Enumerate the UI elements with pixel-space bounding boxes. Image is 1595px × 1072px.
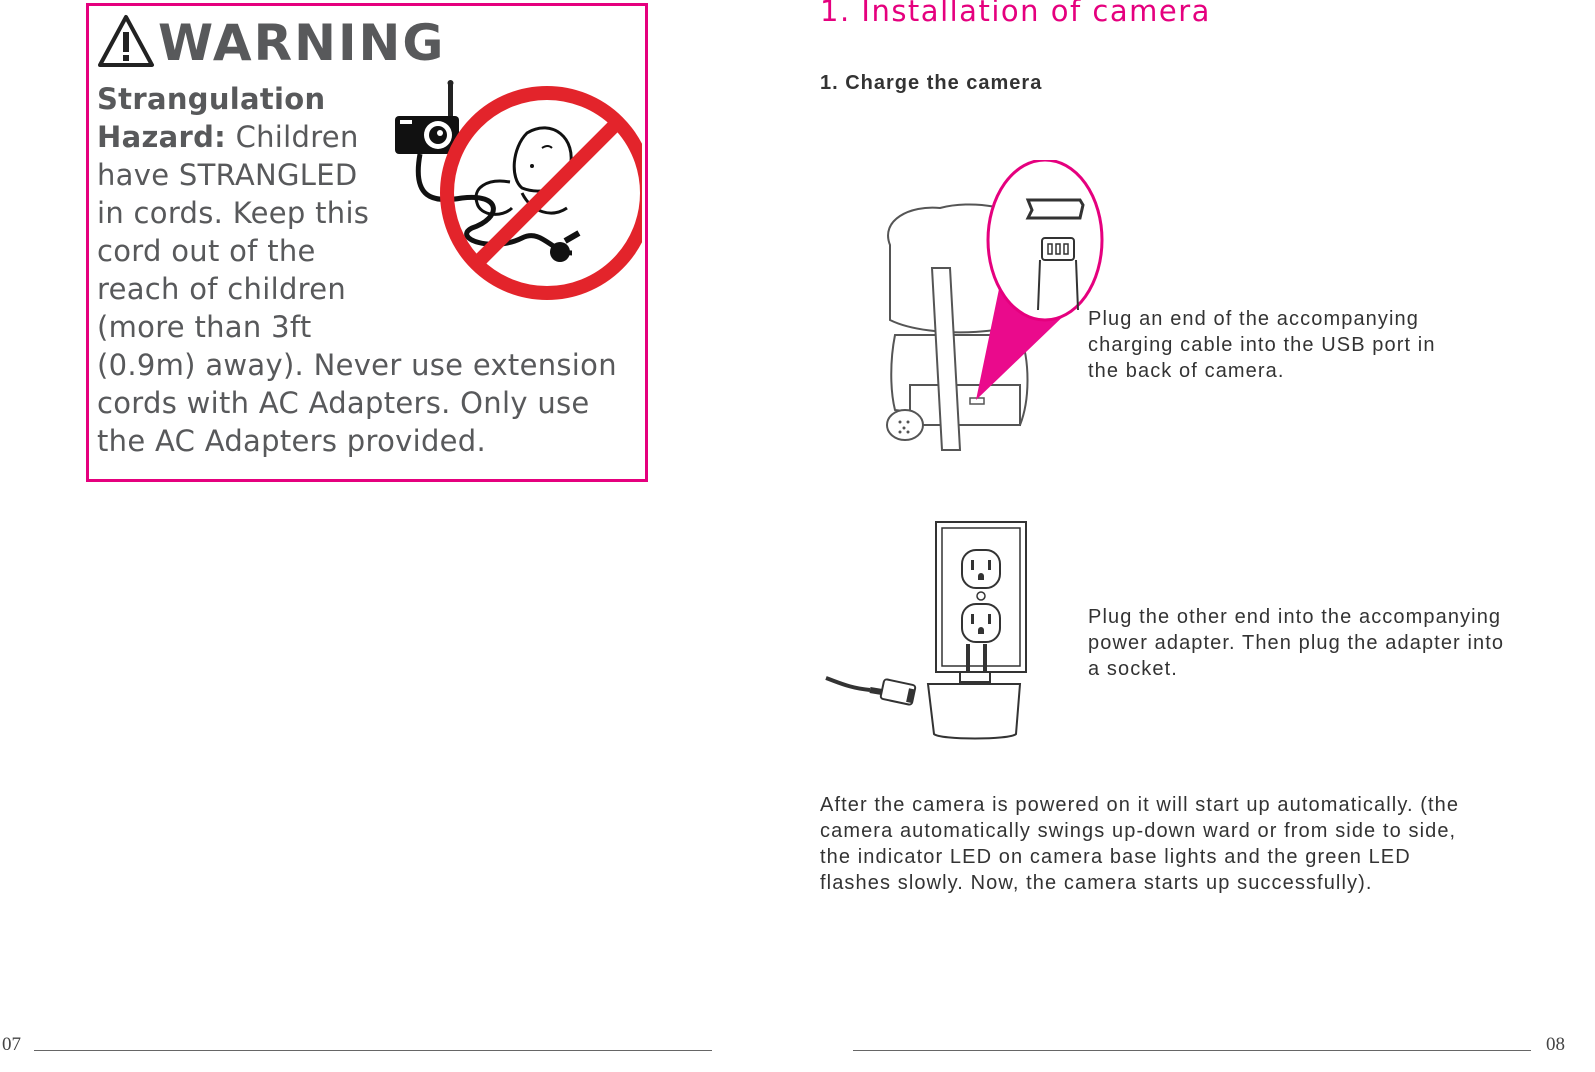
warning-line: cords with AC Adapters. Only use — [97, 386, 590, 420]
warning-line: Hazard: Children — [97, 120, 359, 154]
step1-line: the back of camera. — [1088, 360, 1285, 382]
warning-triangle-icon — [97, 14, 155, 68]
step2-line: Plug the other end into the accompanying — [1088, 606, 1502, 628]
warning-line: cord out of the — [97, 234, 316, 268]
after-line: flashes slowly. Now, the camera starts up successfully). — [820, 872, 1373, 894]
section-title: 1. Installation of camera — [820, 0, 1211, 28]
step-title: 1. Charge the camera — [820, 72, 1043, 94]
camera-usb-illustration — [870, 160, 1120, 460]
page-number-right: 08 — [1546, 1034, 1565, 1055]
warning-line: (0.9m) away). Never use extension — [97, 348, 617, 382]
warning-line: (more than 3ft — [97, 310, 312, 344]
outlet-adapter-illustration — [820, 518, 1040, 746]
step2-line: a socket. — [1088, 658, 1178, 680]
after-line: camera automatically swings up-down ward or from side to side, — [820, 820, 1457, 842]
after-line: the indicator LED on camera base lights and the green LED — [820, 846, 1411, 868]
warning-title: WARNING — [158, 14, 446, 72]
step1-line: Plug an end of the accompanying — [1088, 308, 1419, 330]
page-number-left: 07 — [2, 1034, 21, 1055]
warning-line: the AC Adapters provided. — [97, 424, 487, 458]
step2-line: power adapter. Then plug the adapter into — [1088, 632, 1505, 654]
step1-line: charging cable into the USB port in — [1088, 334, 1436, 356]
footer-rule-right — [853, 1050, 1531, 1051]
hazard-label: Strangulation — [97, 82, 326, 116]
footer-rule-left — [34, 1050, 712, 1051]
after-line: After the camera is powered on it will start up automatically. (the — [820, 794, 1460, 816]
warning-line: in cords. Keep this — [97, 196, 370, 230]
warning-line: have STRANGLED — [97, 158, 358, 192]
warning-line: reach of children — [97, 272, 347, 306]
no-cord-hazard-illustration — [392, 78, 642, 303]
